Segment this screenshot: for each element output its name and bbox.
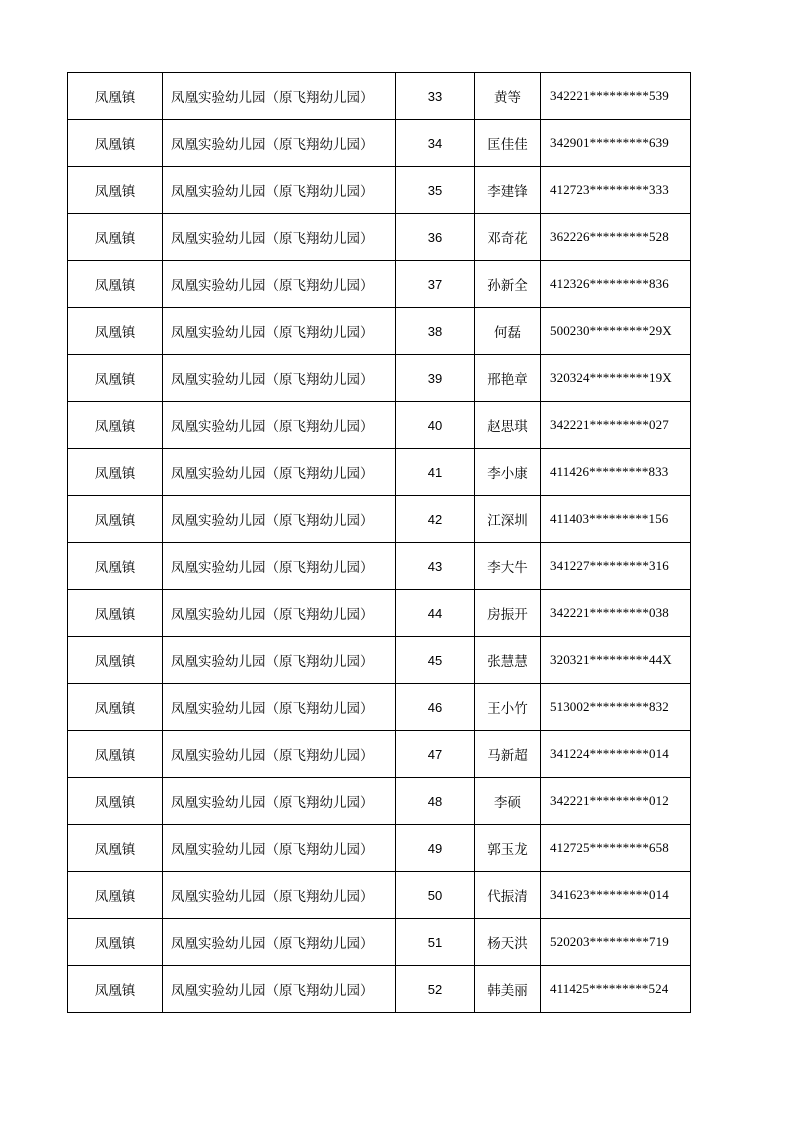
- id-number-cell: 320321*********44X: [541, 637, 691, 684]
- school-cell: 凤凰实验幼儿园（原飞翔幼儿园）: [163, 167, 396, 214]
- person-name-cell: 李小康: [475, 449, 541, 496]
- town-cell: 凤凰镇: [68, 167, 163, 214]
- town-cell: 凤凰镇: [68, 449, 163, 496]
- sequence-number-cell: 37: [396, 261, 475, 308]
- roster-table-body: [68, 73, 691, 1013]
- sequence-number-cell: 51: [396, 919, 475, 966]
- id-number-cell: 320324*********19X: [541, 355, 691, 402]
- school-cell: 凤凰实验幼儿园（原飞翔幼儿园）: [163, 825, 396, 872]
- town-cell: 凤凰镇: [68, 120, 163, 167]
- person-name-cell: 杨天洪: [475, 919, 541, 966]
- person-name-cell: 李建锋: [475, 167, 541, 214]
- school-cell: 凤凰实验幼儿园（原飞翔幼儿园）: [163, 308, 396, 355]
- school-cell: 凤凰实验幼儿园（原飞翔幼儿园）: [163, 402, 396, 449]
- id-number-cell: 342221*********539: [541, 73, 691, 120]
- id-number-cell: 412723*********333: [541, 167, 691, 214]
- person-name-cell: 张慧慧: [475, 637, 541, 684]
- town-cell: 凤凰镇: [68, 402, 163, 449]
- id-number-cell: 341227*********316: [541, 543, 691, 590]
- town-cell: 凤凰镇: [68, 214, 163, 261]
- id-number-cell: 362226*********528: [541, 214, 691, 261]
- school-cell: 凤凰实验幼儿园（原飞翔幼儿园）: [163, 966, 396, 1013]
- sequence-number-cell: 33: [396, 73, 475, 120]
- person-name-cell: 何磊: [475, 308, 541, 355]
- person-name-cell: 李硕: [475, 778, 541, 825]
- person-name-cell: 韩美丽: [475, 966, 541, 1013]
- sequence-number-cell: 34: [396, 120, 475, 167]
- sequence-number-cell: 52: [396, 966, 475, 1013]
- person-name-cell: 孙新全: [475, 261, 541, 308]
- person-name-cell: 江深圳: [475, 496, 541, 543]
- table-row: [68, 684, 691, 731]
- town-cell: 凤凰镇: [68, 731, 163, 778]
- id-number-cell: 411403*********156: [541, 496, 691, 543]
- person-name-cell: 邢艳章: [475, 355, 541, 402]
- id-number-cell: 513002*********832: [541, 684, 691, 731]
- table-row: [68, 731, 691, 778]
- table-row: [68, 496, 691, 543]
- school-cell: 凤凰实验幼儿园（原飞翔幼儿园）: [163, 590, 396, 637]
- sequence-number-cell: 36: [396, 214, 475, 261]
- id-number-cell: 411426*********833: [541, 449, 691, 496]
- town-cell: 凤凰镇: [68, 73, 163, 120]
- id-number-cell: 520203*********719: [541, 919, 691, 966]
- sequence-number-cell: 42: [396, 496, 475, 543]
- id-number-cell: 342901*********639: [541, 120, 691, 167]
- person-name-cell: 李大牛: [475, 543, 541, 590]
- town-cell: 凤凰镇: [68, 590, 163, 637]
- table-row: [68, 449, 691, 496]
- town-cell: 凤凰镇: [68, 543, 163, 590]
- sequence-number-cell: 38: [396, 308, 475, 355]
- town-cell: 凤凰镇: [68, 825, 163, 872]
- table-row: [68, 872, 691, 919]
- sequence-number-cell: 46: [396, 684, 475, 731]
- school-cell: 凤凰实验幼儿园（原飞翔幼儿园）: [163, 73, 396, 120]
- town-cell: 凤凰镇: [68, 308, 163, 355]
- town-cell: 凤凰镇: [68, 684, 163, 731]
- id-number-cell: 411425*********524: [541, 966, 691, 1013]
- person-name-cell: 匡佳佳: [475, 120, 541, 167]
- town-cell: 凤凰镇: [68, 496, 163, 543]
- school-cell: 凤凰实验幼儿园（原飞翔幼儿园）: [163, 731, 396, 778]
- table-row: [68, 637, 691, 684]
- school-cell: 凤凰实验幼儿园（原飞翔幼儿园）: [163, 872, 396, 919]
- roster-table: [67, 72, 691, 1013]
- town-cell: 凤凰镇: [68, 637, 163, 684]
- town-cell: 凤凰镇: [68, 966, 163, 1013]
- sequence-number-cell: 35: [396, 167, 475, 214]
- table-row: [68, 919, 691, 966]
- school-cell: 凤凰实验幼儿园（原飞翔幼儿园）: [163, 449, 396, 496]
- id-number-cell: 342221*********027: [541, 402, 691, 449]
- id-number-cell: 342221*********038: [541, 590, 691, 637]
- table-row: [68, 214, 691, 261]
- sequence-number-cell: 43: [396, 543, 475, 590]
- sequence-number-cell: 40: [396, 402, 475, 449]
- school-cell: 凤凰实验幼儿园（原飞翔幼儿园）: [163, 214, 396, 261]
- person-name-cell: 黄等: [475, 73, 541, 120]
- id-number-cell: 412725*********658: [541, 825, 691, 872]
- school-cell: 凤凰实验幼儿园（原飞翔幼儿园）: [163, 637, 396, 684]
- id-number-cell: 341224*********014: [541, 731, 691, 778]
- table-row: [68, 402, 691, 449]
- table-row: [68, 966, 691, 1013]
- school-cell: 凤凰实验幼儿园（原飞翔幼儿园）: [163, 355, 396, 402]
- table-row: [68, 167, 691, 214]
- town-cell: 凤凰镇: [68, 872, 163, 919]
- table-row: [68, 120, 691, 167]
- sequence-number-cell: 47: [396, 731, 475, 778]
- person-name-cell: 王小竹: [475, 684, 541, 731]
- town-cell: 凤凰镇: [68, 261, 163, 308]
- person-name-cell: 马新超: [475, 731, 541, 778]
- id-number-cell: 412326*********836: [541, 261, 691, 308]
- sequence-number-cell: 49: [396, 825, 475, 872]
- person-name-cell: 房振开: [475, 590, 541, 637]
- table-row: [68, 825, 691, 872]
- table-row: [68, 261, 691, 308]
- school-cell: 凤凰实验幼儿园（原飞翔幼儿园）: [163, 120, 396, 167]
- person-name-cell: 赵思琪: [475, 402, 541, 449]
- town-cell: 凤凰镇: [68, 919, 163, 966]
- school-cell: 凤凰实验幼儿园（原飞翔幼儿园）: [163, 543, 396, 590]
- town-cell: 凤凰镇: [68, 355, 163, 402]
- sequence-number-cell: 48: [396, 778, 475, 825]
- sequence-number-cell: 39: [396, 355, 475, 402]
- id-number-cell: 342221*********012: [541, 778, 691, 825]
- id-number-cell: 341623*********014: [541, 872, 691, 919]
- school-cell: 凤凰实验幼儿园（原飞翔幼儿园）: [163, 261, 396, 308]
- town-cell: 凤凰镇: [68, 778, 163, 825]
- school-cell: 凤凰实验幼儿园（原飞翔幼儿园）: [163, 778, 396, 825]
- school-cell: 凤凰实验幼儿园（原飞翔幼儿园）: [163, 684, 396, 731]
- table-row: [68, 73, 691, 120]
- sequence-number-cell: 45: [396, 637, 475, 684]
- table-row: [68, 543, 691, 590]
- school-cell: 凤凰实验幼儿园（原飞翔幼儿园）: [163, 496, 396, 543]
- person-name-cell: 代振清: [475, 872, 541, 919]
- id-number-cell: 500230*********29X: [541, 308, 691, 355]
- table-row: [68, 308, 691, 355]
- table-row: [68, 355, 691, 402]
- school-cell: 凤凰实验幼儿园（原飞翔幼儿园）: [163, 919, 396, 966]
- table-row: [68, 590, 691, 637]
- table-row: [68, 778, 691, 825]
- sequence-number-cell: 50: [396, 872, 475, 919]
- person-name-cell: 郭玉龙: [475, 825, 541, 872]
- sequence-number-cell: 41: [396, 449, 475, 496]
- sequence-number-cell: 44: [396, 590, 475, 637]
- person-name-cell: 邓奇花: [475, 214, 541, 261]
